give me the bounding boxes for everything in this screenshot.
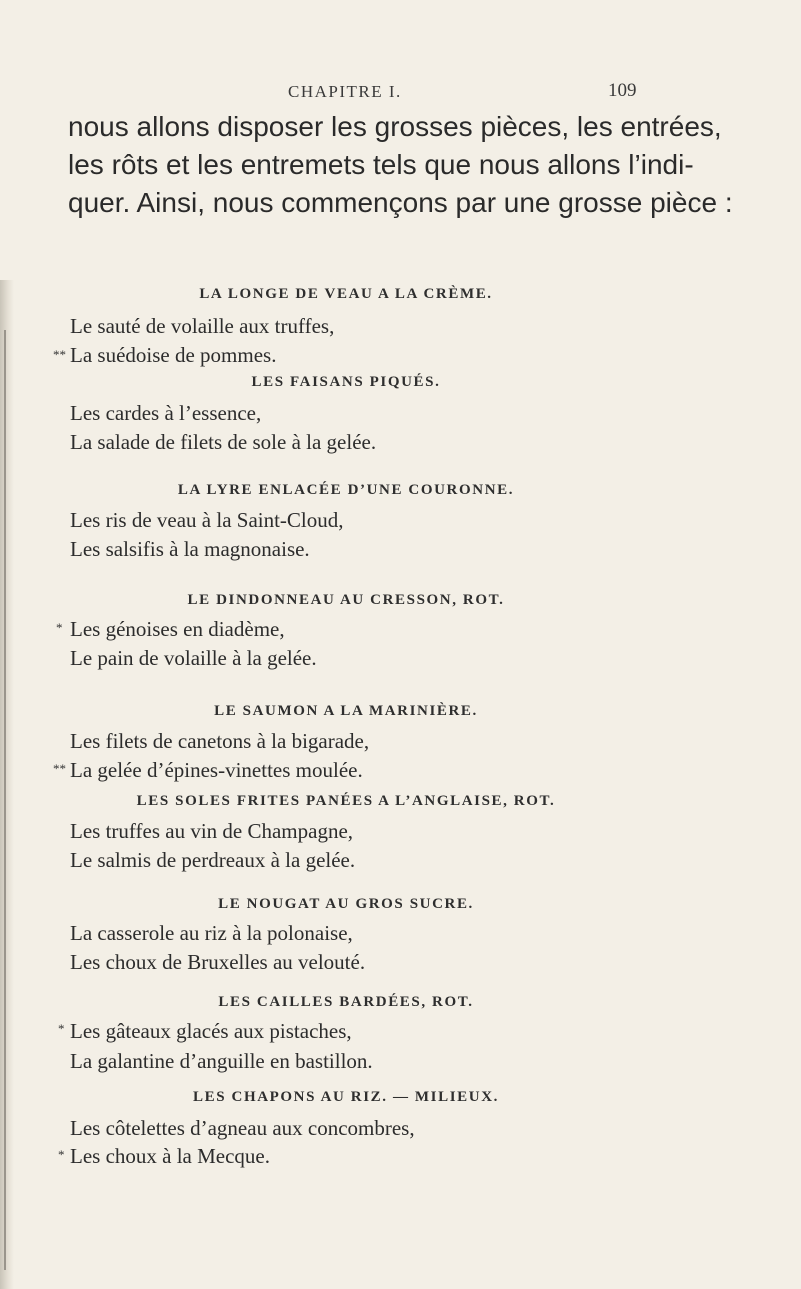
menu-section-title: LE NOUGAT AU GROS SUCRE.	[218, 896, 474, 912]
menu-item: Les salsifis à la magnonaise.	[70, 537, 310, 561]
menu-item: Les côtelettes d’agneau aux concombres,	[70, 1116, 415, 1140]
menu-section-title: LES FAISANS PIQUÉS.	[251, 374, 441, 390]
item-mark: *	[58, 1147, 65, 1162]
menu-section-title: LES CAILLES BARDÉES, ROT.	[218, 994, 474, 1010]
intro-line: nous allons disposer les grosses pièces, les entrées,	[68, 111, 722, 142]
menu-item: Les cardes à l’essence,	[70, 401, 262, 425]
menu-item: La salade de filets de sole à la gelée.	[70, 430, 377, 454]
menu-item: La gelée d’épines-vinettes moulée.	[70, 758, 363, 782]
page-binding-shadow	[0, 280, 14, 1289]
item-mark: *	[56, 620, 63, 635]
menu-section-title: LE DINDONNEAU AU CRESSON, ROT.	[187, 592, 505, 608]
menu-section-title: LA LYRE ENLACÉE D’UNE COURONNE.	[177, 482, 515, 498]
menu-section-title: LES CHAPONS AU RIZ. — MILIEUX.	[193, 1089, 499, 1105]
intro-line: les rôts et les entremets tels que nous allons l’indi-	[68, 149, 694, 180]
menu-item: Les gâteaux glacés aux pistaches,	[70, 1019, 352, 1043]
item-mark: *	[58, 1021, 65, 1036]
menu-section-title: LE SAUMON A LA MARINIÈRE.	[214, 703, 478, 719]
menu-section-title: LES SOLES FRITES PANÉES A L’ANGLAISE, ROT.	[136, 793, 556, 809]
menu-item: La suédoise de pommes.	[70, 343, 277, 367]
menu-item: Les truffes au vin de Champagne,	[70, 819, 354, 843]
intro-line: quer. Ainsi, nous commençons par une grosse pièce :	[68, 187, 733, 218]
chapter-heading: CHAPITRE I.	[288, 82, 402, 101]
menu-item: Le pain de volaille à la gelée.	[70, 646, 317, 670]
page-number: 109	[608, 80, 637, 101]
page-binding-edge	[4, 330, 6, 1270]
menu-item: Les filets de canetons à la bigarade,	[70, 729, 370, 753]
menu-item: Les génoises en diadème,	[70, 617, 285, 641]
item-mark: **	[53, 347, 66, 362]
menu-item: Le salmis de perdreaux à la gelée.	[70, 848, 356, 872]
intro-paragraph	[68, 108, 733, 222]
menu-item: La galantine d’anguille en bastillon.	[70, 1049, 373, 1073]
item-mark: **	[53, 761, 66, 776]
menu-item: Les ris de veau à la Saint-Cloud,	[70, 508, 344, 532]
menu-item: Les choux de Bruxelles au velouté.	[70, 950, 366, 974]
menu-item: Le sauté de volaille aux truffes,	[70, 314, 335, 338]
menu-item: La casserole au riz à la polonaise,	[70, 921, 353, 945]
running-head	[0, 82, 801, 106]
menu-item: Les choux à la Mecque.	[70, 1144, 271, 1168]
menu-section-title: LA LONGE DE VEAU A LA CRÈME.	[199, 286, 493, 302]
